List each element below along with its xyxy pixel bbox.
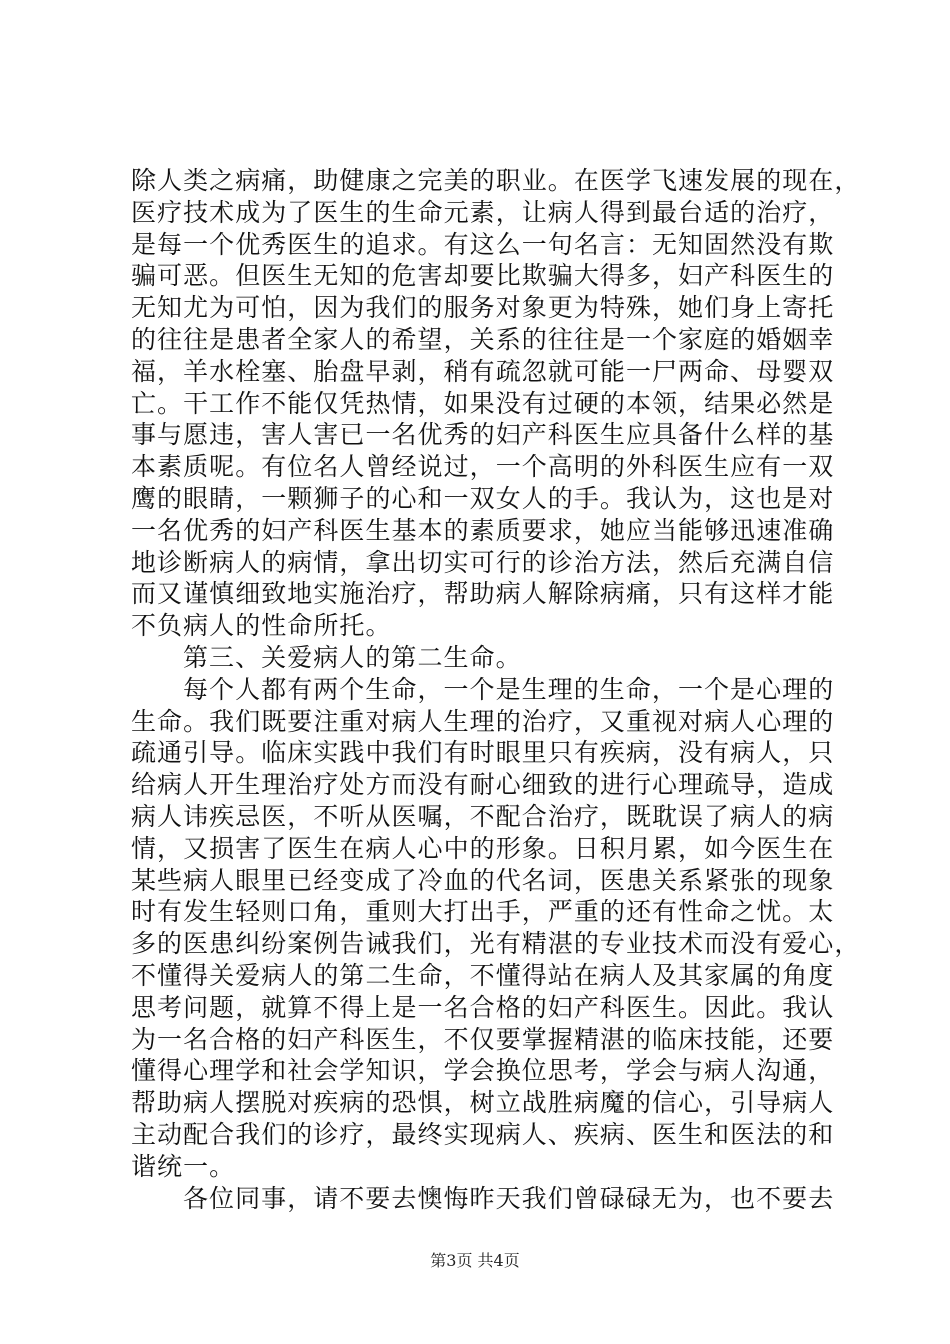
text-line: 不负病人的性命所托。 (131, 611, 392, 641)
text-line: 鹰的眼睛，一颗狮子的心和一双女人的手。我认为，这也是对 (131, 483, 835, 513)
text-line: 为一名合格的妇产科医生，不仅要掌握精湛的临床技能，还要 (131, 1024, 835, 1054)
text-line: 除人类之病痛，助健康之完美的职业。在医学飞速发展的现在， (131, 166, 861, 195)
text-line: 事与愿违，害人害已一名优秀的妇产科医生应具备什么样的基 (131, 420, 835, 450)
text-line: 主动配合我们的诊疗，最终实现病人、疾病、医生和医法的和 (131, 1119, 835, 1149)
text-line: 亡。干工作不能仅凭热情，如果没有过硬的本领，结果必然是 (131, 388, 835, 418)
text-line: 无知尤为可怕，因为我们的服务对象更为特殊，她们身上寄托 (131, 293, 835, 323)
text-line: 某些病人眼里已经变成了冷血的代名词，医患关系紧张的现象 (131, 865, 835, 895)
text-line: 病人讳疾忌医，不听从医嘱，不配合治疗，既耽误了病人的病 (131, 801, 835, 831)
text-line: 医疗技术成为了医生的生命元素，让病人得到最台适的治疗， (131, 197, 835, 227)
text-line: 一名优秀的妇产科医生基本的素质要求，她应当能够迅速准确 (131, 515, 835, 545)
paragraph-start-line: 各位同事，请不要去懊悔昨天我们曾碌碌无为，也不要去 (183, 1183, 835, 1213)
text-line: 骗可恶。但医生无知的危害却要比欺骗大得多，妇产科医生的 (131, 261, 835, 291)
text-line: 本素质呢。有位名人曾经说过，一个高明的外科医生应有一双 (131, 452, 835, 482)
text-line: 不懂得关爱病人的第二生命，不懂得站在病人及其家属的角度 (131, 960, 835, 990)
text-line: 谐统一。 (131, 1151, 236, 1181)
text-line: 而又谨慎细致地实施治疗，帮助病人解除病痛，只有这样才能 (131, 579, 835, 609)
page-footer: 第3页 共4页 (430, 1251, 520, 1270)
text-line: 是每一个优秀医生的追求。有这么一句名言：无知固然没有欺 (131, 229, 835, 259)
text-line: 福，羊水栓塞、胎盘早剥，稍有疏忽就可能一尸两命、母婴双 (131, 356, 835, 386)
text-line: 疏通引导。临床实践中我们有时眼里只有疾病，没有病人，只 (131, 738, 835, 768)
section-heading: 第三、关爱病人的第二生命。 (183, 642, 522, 672)
text-line: 时有发生轻则口角，重则大打出手，严重的还有性命之忧。太 (131, 897, 835, 927)
text-line: 情，又损害了医生在病人心中的形象。日积月累，如今医生在 (131, 833, 835, 863)
text-line: 给病人开生理治疗处方而没有耐心细致的进行心理疏导，造成 (131, 770, 835, 800)
text-line: 地诊断病人的病情，拿出切实可行的诊治方法，然后充满自信 (131, 547, 835, 577)
paragraph-start-line: 每个人都有两个生命，一个是生理的生命，一个是心理的 (183, 674, 835, 704)
text-line: 生命。我们既要注重对病人生理的治疗，又重视对病人心理的 (131, 706, 835, 736)
text-line: 懂得心理学和社会学知识，学会换位思考，学会与病人沟通， (131, 1056, 835, 1086)
text-line: 多的医患纠纷案例告诫我们，光有精湛的专业技术而没有爱心， (131, 929, 861, 959)
text-line: 帮助病人摆脱对疾病的恐惧，树立战胜病魔的信心，引导病人 (131, 1088, 835, 1118)
text-line: 思考问题，就算不得上是一名合格的妇产科医生。因此。我认 (131, 992, 835, 1022)
body-text (131, 165, 861, 1214)
text-line: 的往往是患者全家人的希望，关系的往往是一个家庭的婚姻幸 (131, 324, 835, 354)
